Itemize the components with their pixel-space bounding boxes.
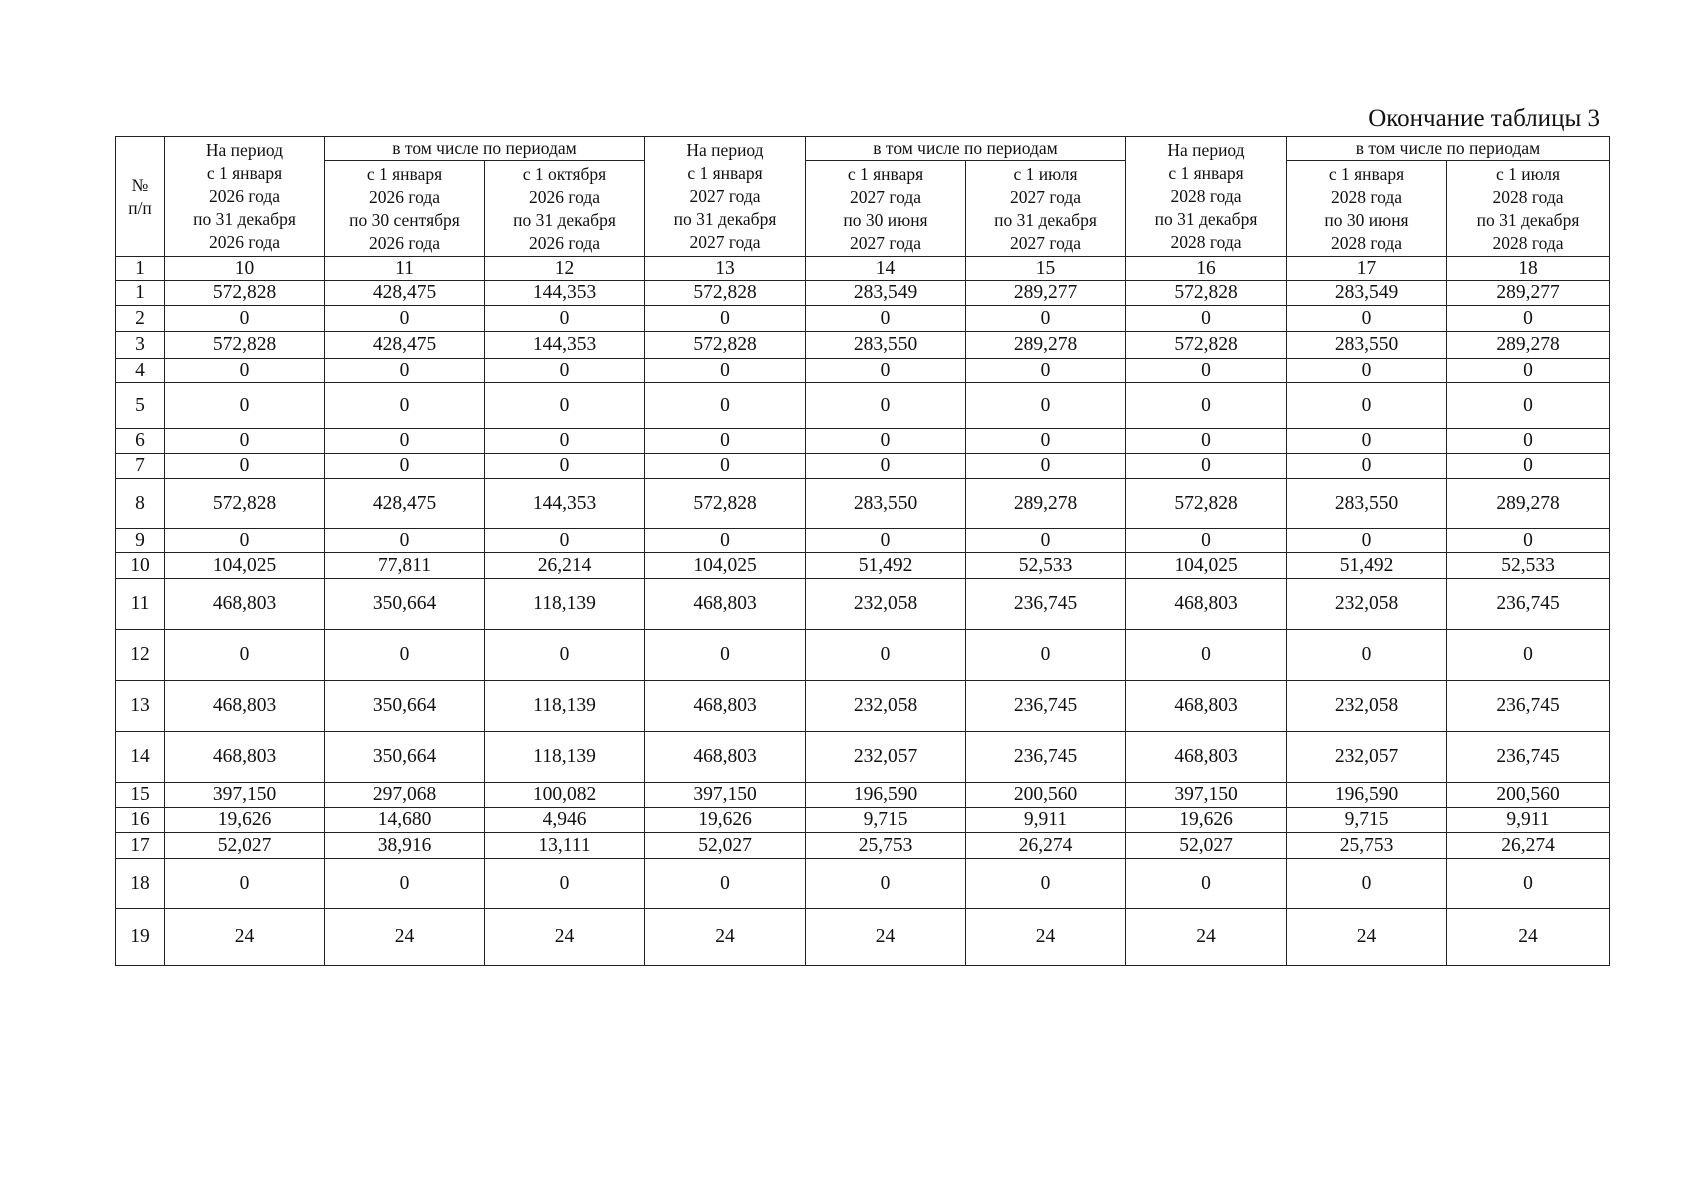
table-cell: 0 xyxy=(1447,359,1610,383)
table-row xyxy=(116,479,1610,529)
table-cell: 0 xyxy=(325,859,485,909)
row-number: 17 xyxy=(116,833,165,859)
table-cell: 25,753 xyxy=(806,833,966,859)
table-cell: 24 xyxy=(806,909,966,966)
table-cell: 289,277 xyxy=(966,281,1126,306)
table-cell: 9,715 xyxy=(1287,808,1447,833)
table-cell: 236,745 xyxy=(966,579,1126,630)
table-cell: 0 xyxy=(806,630,966,681)
table-row xyxy=(116,808,1610,833)
table-cell: 0 xyxy=(485,306,645,332)
table-cell: 0 xyxy=(966,429,1126,454)
table-cell: 118,139 xyxy=(485,579,645,630)
table-cell: 26,274 xyxy=(966,833,1126,859)
column-number: 10 xyxy=(165,257,325,281)
table-cell: 236,745 xyxy=(1447,732,1610,783)
table-row xyxy=(116,383,1610,429)
table-cell: 24 xyxy=(485,909,645,966)
table-cell: 0 xyxy=(966,359,1126,383)
column-number: 14 xyxy=(806,257,966,281)
table-row xyxy=(116,630,1610,681)
row-number: 3 xyxy=(116,332,165,359)
table-cell: 468,803 xyxy=(1126,681,1287,732)
table-cell: 428,475 xyxy=(325,479,485,529)
table-cell: 0 xyxy=(1447,630,1610,681)
column-number: 16 xyxy=(1126,257,1287,281)
table-cell: 24 xyxy=(1447,909,1610,966)
table-cell: 38,916 xyxy=(325,833,485,859)
table-cell: 0 xyxy=(645,630,806,681)
table-row xyxy=(116,454,1610,479)
table-cell: 0 xyxy=(1447,429,1610,454)
subperiod-header: с 1 января 2026 года по 30 сентября 2026 года xyxy=(325,161,485,257)
column-number: 11 xyxy=(325,257,485,281)
table-cell: 0 xyxy=(485,454,645,479)
table-cell: 9,911 xyxy=(966,808,1126,833)
table-cell: 0 xyxy=(1126,429,1287,454)
table-row xyxy=(116,783,1610,808)
table-cell: 24 xyxy=(966,909,1126,966)
table-row xyxy=(116,306,1610,332)
table-cell: 236,745 xyxy=(1447,681,1610,732)
table-cell: 0 xyxy=(966,383,1126,429)
table-cell: 397,150 xyxy=(1126,783,1287,808)
column-numbers-row xyxy=(116,257,1610,281)
table-cell: 0 xyxy=(806,429,966,454)
table-row xyxy=(116,732,1610,783)
table-row xyxy=(116,332,1610,359)
period-header: На период с 1 января 2026 года по 31 декабря 2026 года xyxy=(165,137,325,257)
table-cell: 0 xyxy=(485,529,645,553)
table-cell: 24 xyxy=(325,909,485,966)
rownum-header: № п/п xyxy=(116,137,165,257)
table-cell: 572,828 xyxy=(1126,332,1287,359)
table-cell: 350,664 xyxy=(325,681,485,732)
table-cell: 26,214 xyxy=(485,553,645,579)
table-cell: 297,068 xyxy=(325,783,485,808)
table-cell: 144,353 xyxy=(485,332,645,359)
table-cell: 104,025 xyxy=(165,553,325,579)
table-cell: 9,911 xyxy=(1447,808,1610,833)
table-cell: 572,828 xyxy=(645,479,806,529)
table-cell: 0 xyxy=(1126,383,1287,429)
table-cell: 26,274 xyxy=(1447,833,1610,859)
table-cell: 283,550 xyxy=(1287,332,1447,359)
table-cell: 24 xyxy=(165,909,325,966)
table-cell: 52,533 xyxy=(1447,553,1610,579)
table-cell: 0 xyxy=(485,359,645,383)
table-cell: 468,803 xyxy=(165,681,325,732)
table-cell: 572,828 xyxy=(165,332,325,359)
table-row xyxy=(116,833,1610,859)
table-cell: 0 xyxy=(645,383,806,429)
table-cell: 468,803 xyxy=(645,681,806,732)
table-cell: 0 xyxy=(165,630,325,681)
group-header: в том числе по периодам xyxy=(806,137,1126,161)
row-number: 9 xyxy=(116,529,165,553)
table-cell: 0 xyxy=(1447,454,1610,479)
table-cell: 283,550 xyxy=(1287,479,1447,529)
table-cell: 25,753 xyxy=(1287,833,1447,859)
table-cell: 0 xyxy=(165,383,325,429)
table-cell: 397,150 xyxy=(645,783,806,808)
row-number: 7 xyxy=(116,454,165,479)
table-cell: 51,492 xyxy=(806,553,966,579)
table-cell: 468,803 xyxy=(645,579,806,630)
table-cell: 468,803 xyxy=(645,732,806,783)
table-cell: 236,745 xyxy=(966,681,1126,732)
table-cell: 236,745 xyxy=(966,732,1126,783)
table-cell: 0 xyxy=(485,859,645,909)
table-cell: 0 xyxy=(966,859,1126,909)
row-number: 13 xyxy=(116,681,165,732)
table-cell: 0 xyxy=(645,429,806,454)
table-cell: 283,549 xyxy=(806,281,966,306)
row-number: 16 xyxy=(116,808,165,833)
table-cell: 24 xyxy=(1126,909,1287,966)
row-number: 12 xyxy=(116,630,165,681)
row-number: 1 xyxy=(116,281,165,306)
table-row xyxy=(116,909,1610,966)
table-cell: 52,533 xyxy=(966,553,1126,579)
table-cell: 572,828 xyxy=(165,281,325,306)
table-cell: 200,560 xyxy=(966,783,1126,808)
table-cell: 0 xyxy=(165,529,325,553)
row-number: 11 xyxy=(116,579,165,630)
table-row xyxy=(116,429,1610,454)
table-cell: 0 xyxy=(806,359,966,383)
table-cell: 232,058 xyxy=(806,579,966,630)
table-row xyxy=(116,681,1610,732)
table-cell: 0 xyxy=(1287,859,1447,909)
table-cell: 0 xyxy=(165,359,325,383)
table-cell: 0 xyxy=(325,383,485,429)
column-number: 13 xyxy=(645,257,806,281)
table-cell: 77,811 xyxy=(325,553,485,579)
table-cell: 0 xyxy=(645,454,806,479)
table-cell: 19,626 xyxy=(165,808,325,833)
table-cell: 0 xyxy=(325,429,485,454)
group-header: в том числе по периодам xyxy=(1287,137,1610,161)
table-cell: 52,027 xyxy=(1126,833,1287,859)
row-number: 5 xyxy=(116,383,165,429)
table-cell: 0 xyxy=(325,359,485,383)
table-cell: 0 xyxy=(1126,529,1287,553)
table-cell: 468,803 xyxy=(165,732,325,783)
table-body xyxy=(116,281,1610,966)
table-cell: 24 xyxy=(1287,909,1447,966)
table-cell: 118,139 xyxy=(485,732,645,783)
table-cell: 572,828 xyxy=(1126,479,1287,529)
table-cell: 0 xyxy=(645,359,806,383)
table-cell: 468,803 xyxy=(1126,579,1287,630)
table-cell: 9,715 xyxy=(806,808,966,833)
table-cell: 0 xyxy=(966,454,1126,479)
data-table xyxy=(115,136,1610,966)
table-cell: 232,058 xyxy=(806,681,966,732)
table-cell: 0 xyxy=(1126,306,1287,332)
table-cell: 572,828 xyxy=(1126,281,1287,306)
table-cell: 0 xyxy=(806,529,966,553)
table-cell: 104,025 xyxy=(645,553,806,579)
table-cell: 0 xyxy=(806,454,966,479)
table-cell: 289,278 xyxy=(1447,479,1610,529)
row-number: 15 xyxy=(116,783,165,808)
table-cell: 289,278 xyxy=(966,479,1126,529)
table-row xyxy=(116,579,1610,630)
table-cell: 0 xyxy=(1287,306,1447,332)
table-cell: 283,549 xyxy=(1287,281,1447,306)
table-cell: 52,027 xyxy=(645,833,806,859)
table-cell: 350,664 xyxy=(325,732,485,783)
table-cell: 428,475 xyxy=(325,332,485,359)
period-header: На период с 1 января 2028 года по 31 декабря 2028 года xyxy=(1126,137,1287,257)
table-cell: 232,058 xyxy=(1287,579,1447,630)
table-cell: 0 xyxy=(485,630,645,681)
table-cell: 0 xyxy=(1447,383,1610,429)
subperiod-header: с 1 июля 2027 года по 31 декабря 2027 года xyxy=(966,161,1126,257)
table-cell: 232,057 xyxy=(806,732,966,783)
column-number: 15 xyxy=(966,257,1126,281)
table-cell: 200,560 xyxy=(1447,783,1610,808)
subperiod-header: с 1 октября 2026 года по 31 декабря 2026 года xyxy=(485,161,645,257)
table-cell: 196,590 xyxy=(1287,783,1447,808)
table-cell: 0 xyxy=(806,383,966,429)
table-cell: 0 xyxy=(645,529,806,553)
table-cell: 0 xyxy=(165,429,325,454)
table-cell: 100,082 xyxy=(485,783,645,808)
column-number: 1 xyxy=(116,257,165,281)
table-cell: 289,278 xyxy=(1447,332,1610,359)
subperiod-header: с 1 января 2027 года по 30 июня 2027 года xyxy=(806,161,966,257)
row-number: 10 xyxy=(116,553,165,579)
table-row xyxy=(116,859,1610,909)
table-cell: 0 xyxy=(1447,306,1610,332)
subperiod-header: с 1 июля 2028 года по 31 декабря 2028 года xyxy=(1447,161,1610,257)
table-cell: 283,550 xyxy=(806,332,966,359)
table-cell: 104,025 xyxy=(1126,553,1287,579)
table-cell: 0 xyxy=(325,454,485,479)
table-cell: 468,803 xyxy=(1126,732,1287,783)
table-cell: 0 xyxy=(165,859,325,909)
table-cell: 0 xyxy=(485,383,645,429)
table-cell: 14,680 xyxy=(325,808,485,833)
table-row xyxy=(116,281,1610,306)
table-cell: 0 xyxy=(1126,454,1287,479)
column-number: 18 xyxy=(1447,257,1610,281)
table-cell: 0 xyxy=(966,630,1126,681)
table-cell: 0 xyxy=(1287,429,1447,454)
row-number: 6 xyxy=(116,429,165,454)
subperiod-header: с 1 января 2028 года по 30 июня 2028 года xyxy=(1287,161,1447,257)
table-cell: 0 xyxy=(165,454,325,479)
table-cell: 236,745 xyxy=(1447,579,1610,630)
table-cell: 13,111 xyxy=(485,833,645,859)
table-cell: 0 xyxy=(645,306,806,332)
row-number: 8 xyxy=(116,479,165,529)
table-cell: 0 xyxy=(1447,529,1610,553)
row-number: 19 xyxy=(116,909,165,966)
table-cell: 0 xyxy=(165,306,325,332)
table-cell: 0 xyxy=(1447,859,1610,909)
row-number: 18 xyxy=(116,859,165,909)
table-cell: 572,828 xyxy=(645,281,806,306)
table-cell: 118,139 xyxy=(485,681,645,732)
table-row xyxy=(116,359,1610,383)
table-cell: 0 xyxy=(1287,630,1447,681)
table-cell: 0 xyxy=(1287,454,1447,479)
table-cell: 232,057 xyxy=(1287,732,1447,783)
table-cell: 350,664 xyxy=(325,579,485,630)
table-cell: 428,475 xyxy=(325,281,485,306)
table-cell: 0 xyxy=(966,529,1126,553)
table-cell: 283,550 xyxy=(806,479,966,529)
table-cell: 572,828 xyxy=(165,479,325,529)
table-cell: 144,353 xyxy=(485,281,645,306)
table-cell: 0 xyxy=(1287,383,1447,429)
table-header xyxy=(116,137,1610,281)
table-cell: 144,353 xyxy=(485,479,645,529)
table-cell: 196,590 xyxy=(806,783,966,808)
table-cell: 0 xyxy=(645,859,806,909)
table-cell: 232,058 xyxy=(1287,681,1447,732)
row-number: 2 xyxy=(116,306,165,332)
table-cell: 0 xyxy=(325,529,485,553)
table-cell: 0 xyxy=(485,429,645,454)
table-cell: 19,626 xyxy=(645,808,806,833)
table-cell: 0 xyxy=(325,306,485,332)
table-cell: 0 xyxy=(806,859,966,909)
table-cell: 0 xyxy=(1126,359,1287,383)
table-cell: 19,626 xyxy=(1126,808,1287,833)
table-cell: 51,492 xyxy=(1287,553,1447,579)
column-number: 12 xyxy=(485,257,645,281)
table-cell: 572,828 xyxy=(645,332,806,359)
row-number: 4 xyxy=(116,359,165,383)
table-cell: 0 xyxy=(325,630,485,681)
table-cell: 289,278 xyxy=(966,332,1126,359)
table-cell: 0 xyxy=(806,306,966,332)
table-cell: 468,803 xyxy=(165,579,325,630)
table-cell: 0 xyxy=(1287,529,1447,553)
table-cell: 0 xyxy=(966,306,1126,332)
table-cell: 289,277 xyxy=(1447,281,1610,306)
table-cell: 52,027 xyxy=(165,833,325,859)
table-cell: 397,150 xyxy=(165,783,325,808)
group-header: в том числе по периодам xyxy=(325,137,645,161)
period-header: На период с 1 января 2027 года по 31 декабря 2027 года xyxy=(645,137,806,257)
table-cell: 0 xyxy=(1126,859,1287,909)
table-cell: 4,946 xyxy=(485,808,645,833)
column-number: 17 xyxy=(1287,257,1447,281)
row-number: 14 xyxy=(116,732,165,783)
table-caption: Окончание таблицы 3 xyxy=(1368,105,1600,132)
table-row xyxy=(116,553,1610,579)
table-cell: 0 xyxy=(1126,630,1287,681)
table-cell: 24 xyxy=(645,909,806,966)
table-cell: 0 xyxy=(1287,359,1447,383)
table-row xyxy=(116,529,1610,553)
